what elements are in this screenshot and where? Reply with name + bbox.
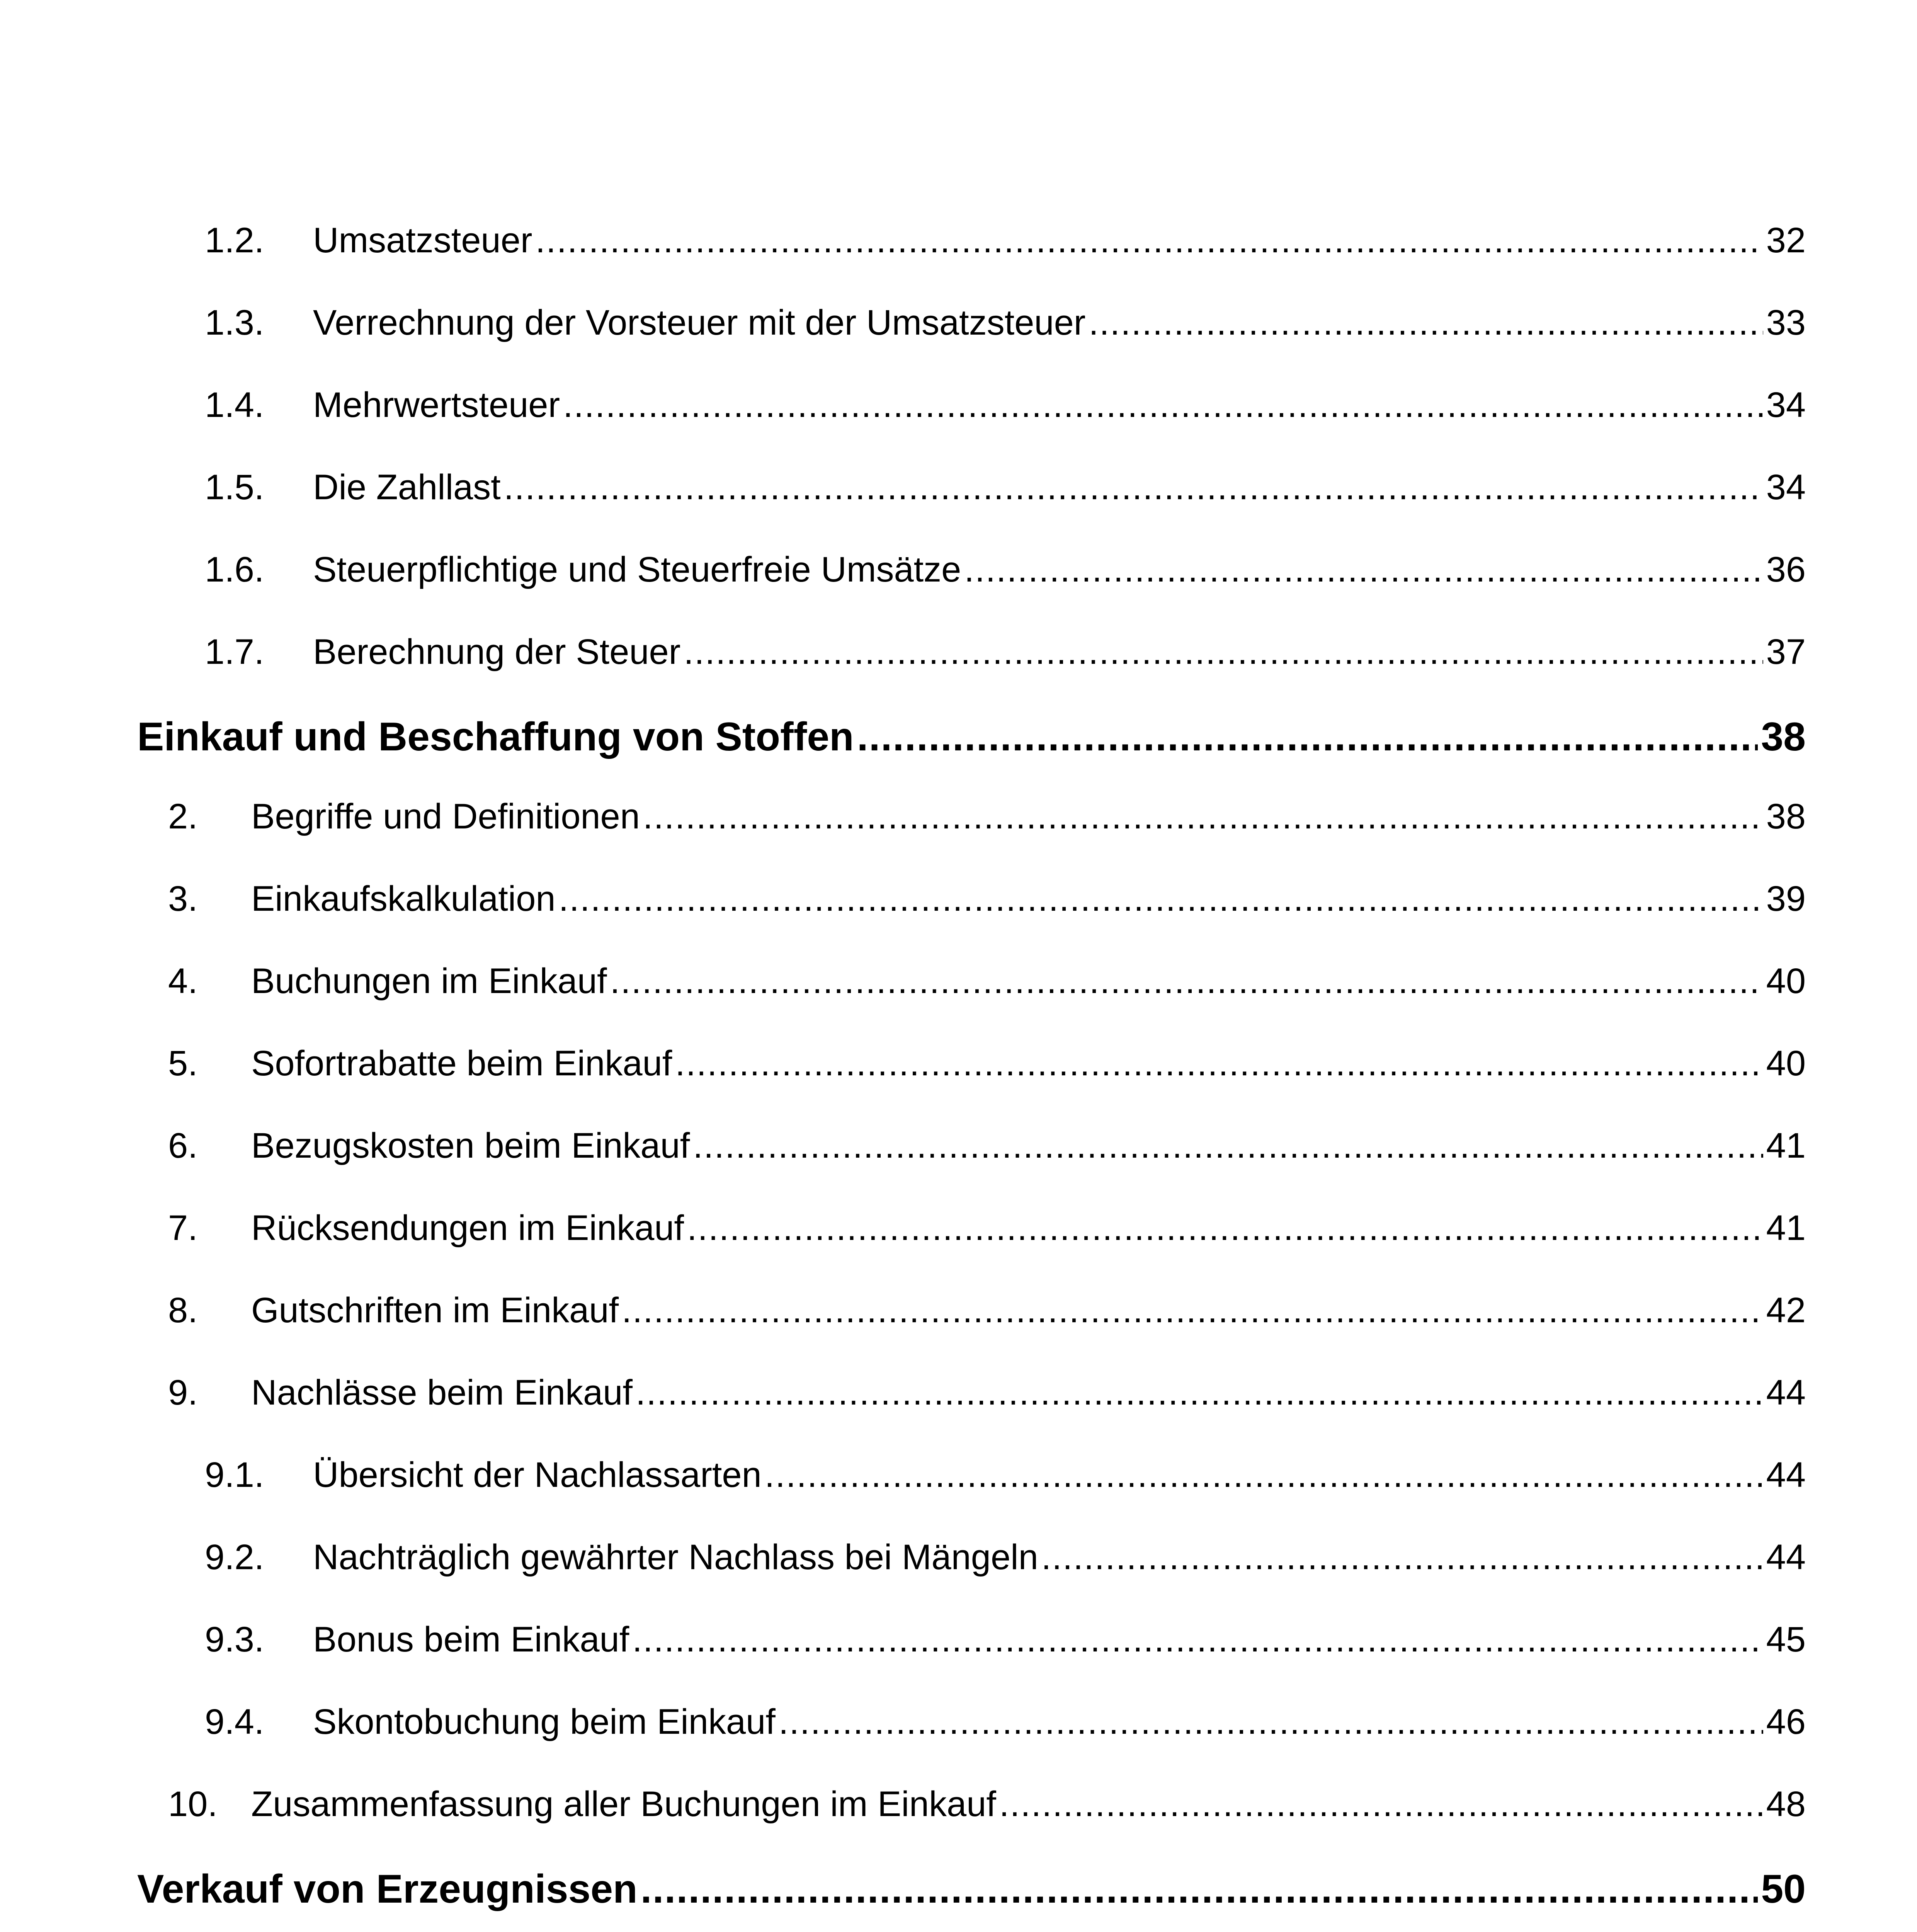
toc-dot-leader	[684, 632, 1763, 672]
toc-dot-leader	[1089, 303, 1763, 343]
toc-entry-title: Steuerpflichtige und Steuerfreie Umsätze	[313, 550, 961, 589]
toc-entry-page-number: 40	[1766, 1044, 1806, 1083]
toc-dot-leader	[999, 1784, 1763, 1825]
toc-entry-number: 6.	[168, 1126, 198, 1165]
toc-entry-title: Rücksendungen im Einkauf	[251, 1208, 684, 1248]
toc-dot-leader	[632, 1619, 1763, 1660]
toc-entry-number: 7.	[168, 1208, 198, 1248]
toc-entry-title: Umsatzsteuer	[313, 221, 532, 260]
toc-entry-number: 4.	[168, 961, 198, 1001]
toc-entry-number: 3.	[168, 879, 198, 918]
toc-entry-title: Zusammenfassung aller Buchungen im Einkauf	[251, 1784, 996, 1824]
toc-dot-leader	[559, 879, 1763, 919]
toc-dot-leader	[687, 1208, 1763, 1248]
toc-entry-row[interactable]	[205, 220, 1806, 290]
toc-entry-page-number: 48	[1766, 1784, 1806, 1824]
toc-entry-number: 9.1.	[205, 1455, 264, 1495]
toc-entry-number: 1.4.	[205, 385, 264, 425]
toc-entry-row[interactable]	[168, 796, 1806, 866]
toc-dot-leader	[1041, 1537, 1763, 1578]
toc-entry-page-number: 40	[1766, 961, 1806, 1001]
toc-entry-row[interactable]	[205, 303, 1806, 372]
toc-entry-number: 1.5.	[205, 468, 264, 507]
toc-entry-row[interactable]	[205, 385, 1806, 454]
toc-dot-leader	[563, 385, 1763, 425]
toc-dot-leader	[857, 714, 1758, 760]
toc-entry-title: Verkauf von Erzeugnissen	[137, 1867, 638, 1912]
toc-entry-title: Nachlässe beim Einkauf	[251, 1373, 633, 1412]
toc-dot-leader	[779, 1702, 1763, 1742]
toc-entry-number: 1.2.	[205, 221, 264, 260]
toc-entry-number: 10.	[168, 1784, 218, 1824]
toc-entry-row[interactable]	[205, 632, 1806, 701]
toc-entry-row[interactable]	[168, 1784, 1806, 1854]
toc-entry-row[interactable]	[168, 1290, 1806, 1360]
toc-entry-page-number: 34	[1766, 468, 1806, 507]
toc-dot-leader	[643, 796, 1763, 837]
toc-dot-leader	[610, 961, 1763, 1002]
toc-entry-page-number: 45	[1766, 1620, 1806, 1659]
toc-entry-number: 8.	[168, 1291, 198, 1330]
toc-entry-title: Bezugskosten beim Einkauf	[251, 1126, 690, 1165]
toc-entry-page-number: 41	[1766, 1208, 1806, 1248]
toc-dot-leader	[504, 467, 1763, 508]
toc-entry-page-number: 46	[1766, 1702, 1806, 1742]
toc-entry-title: Berechnung der Steuer	[313, 632, 681, 672]
toc-entry-row[interactable]	[168, 1126, 1806, 1195]
toc-entry-row[interactable]	[168, 961, 1806, 1031]
toc-entry-number: 9.3.	[205, 1620, 264, 1659]
toc-entry-number: 1.6.	[205, 550, 264, 589]
toc-entry-page-number: 34	[1766, 385, 1806, 425]
toc-entry-title: Buchungen im Einkauf	[251, 961, 607, 1001]
toc-entry-row[interactable]	[205, 549, 1806, 619]
toc-dot-leader	[641, 1866, 1758, 1912]
toc-entry-page-number: 50	[1761, 1867, 1806, 1912]
toc-entry-row[interactable]	[205, 1619, 1806, 1689]
toc-entry-title: Nachträglich gewährter Nachlass bei Mängeln	[313, 1537, 1038, 1577]
toc-entry-number: 5.	[168, 1044, 198, 1083]
toc-entry-row[interactable]	[168, 1208, 1806, 1277]
toc-entry-page-number: 33	[1766, 303, 1806, 342]
toc-entry-title: Einkaufskalkulation	[251, 879, 556, 918]
toc-entry-row[interactable]	[168, 1043, 1806, 1113]
toc-entry-page-number: 44	[1766, 1455, 1806, 1495]
toc-entry-page-number: 41	[1766, 1126, 1806, 1165]
toc-entry-row[interactable]	[205, 1702, 1806, 1771]
toc-entry-row[interactable]	[168, 879, 1806, 948]
toc-dot-leader	[693, 1126, 1763, 1166]
toc-dot-leader	[636, 1372, 1763, 1413]
toc-entry-page-number: 38	[1766, 797, 1806, 836]
toc-chapter-row[interactable]	[137, 1866, 1806, 1932]
toc-entry-number: 1.3.	[205, 303, 264, 342]
toc-dot-leader	[765, 1455, 1763, 1495]
toc-entry-title: Skontobuchung beim Einkauf	[313, 1702, 776, 1742]
toc-entry-title: Übersicht der Nachlassarten	[313, 1455, 762, 1495]
toc-entry-row[interactable]	[168, 1372, 1806, 1442]
toc-entry-page-number: 44	[1766, 1537, 1806, 1577]
toc-entry-page-number: 42	[1766, 1291, 1806, 1330]
toc-entry-row[interactable]	[205, 467, 1806, 537]
toc-entry-title: Einkauf und Beschaffung von Stoffen	[137, 714, 854, 759]
toc-entry-title: Begriffe und Definitionen	[251, 797, 640, 836]
toc-entry-page-number: 37	[1766, 632, 1806, 672]
toc-entry-page-number: 39	[1766, 879, 1806, 918]
toc-entry-page-number: 32	[1766, 221, 1806, 260]
toc-entry-page-number: 44	[1766, 1373, 1806, 1412]
toc-entry-row[interactable]	[205, 1537, 1806, 1607]
toc-entry-number: 9.	[168, 1373, 198, 1412]
toc-entry-title: Gutschriften im Einkauf	[251, 1291, 619, 1330]
toc-entry-number: 9.2.	[205, 1537, 264, 1577]
toc-entry-title: Verrechnung der Vorsteuer mit der Umsatzsteuer	[313, 303, 1086, 342]
toc-entry-number: 1.7.	[205, 632, 264, 672]
toc-entry-title: Die Zahllast	[313, 468, 501, 507]
toc-entry-row[interactable]	[205, 1455, 1806, 1524]
toc-dot-leader	[622, 1290, 1763, 1331]
toc-entry-number: 9.4.	[205, 1702, 264, 1742]
toc-entry-title: Mehrwertsteuer	[313, 385, 560, 425]
toc-dot-leader	[675, 1043, 1763, 1084]
toc-entry-page-number: 36	[1766, 550, 1806, 589]
toc-entry-title: Bonus beim Einkauf	[313, 1620, 629, 1659]
toc-dot-leader	[536, 220, 1763, 261]
toc-entry-number: 2.	[168, 797, 198, 836]
toc-entry-title: Sofortrabatte beim Einkauf	[251, 1044, 672, 1083]
toc-chapter-row[interactable]	[137, 714, 1806, 784]
toc-dot-leader	[964, 549, 1763, 590]
toc-entry-page-number: 38	[1761, 714, 1806, 759]
